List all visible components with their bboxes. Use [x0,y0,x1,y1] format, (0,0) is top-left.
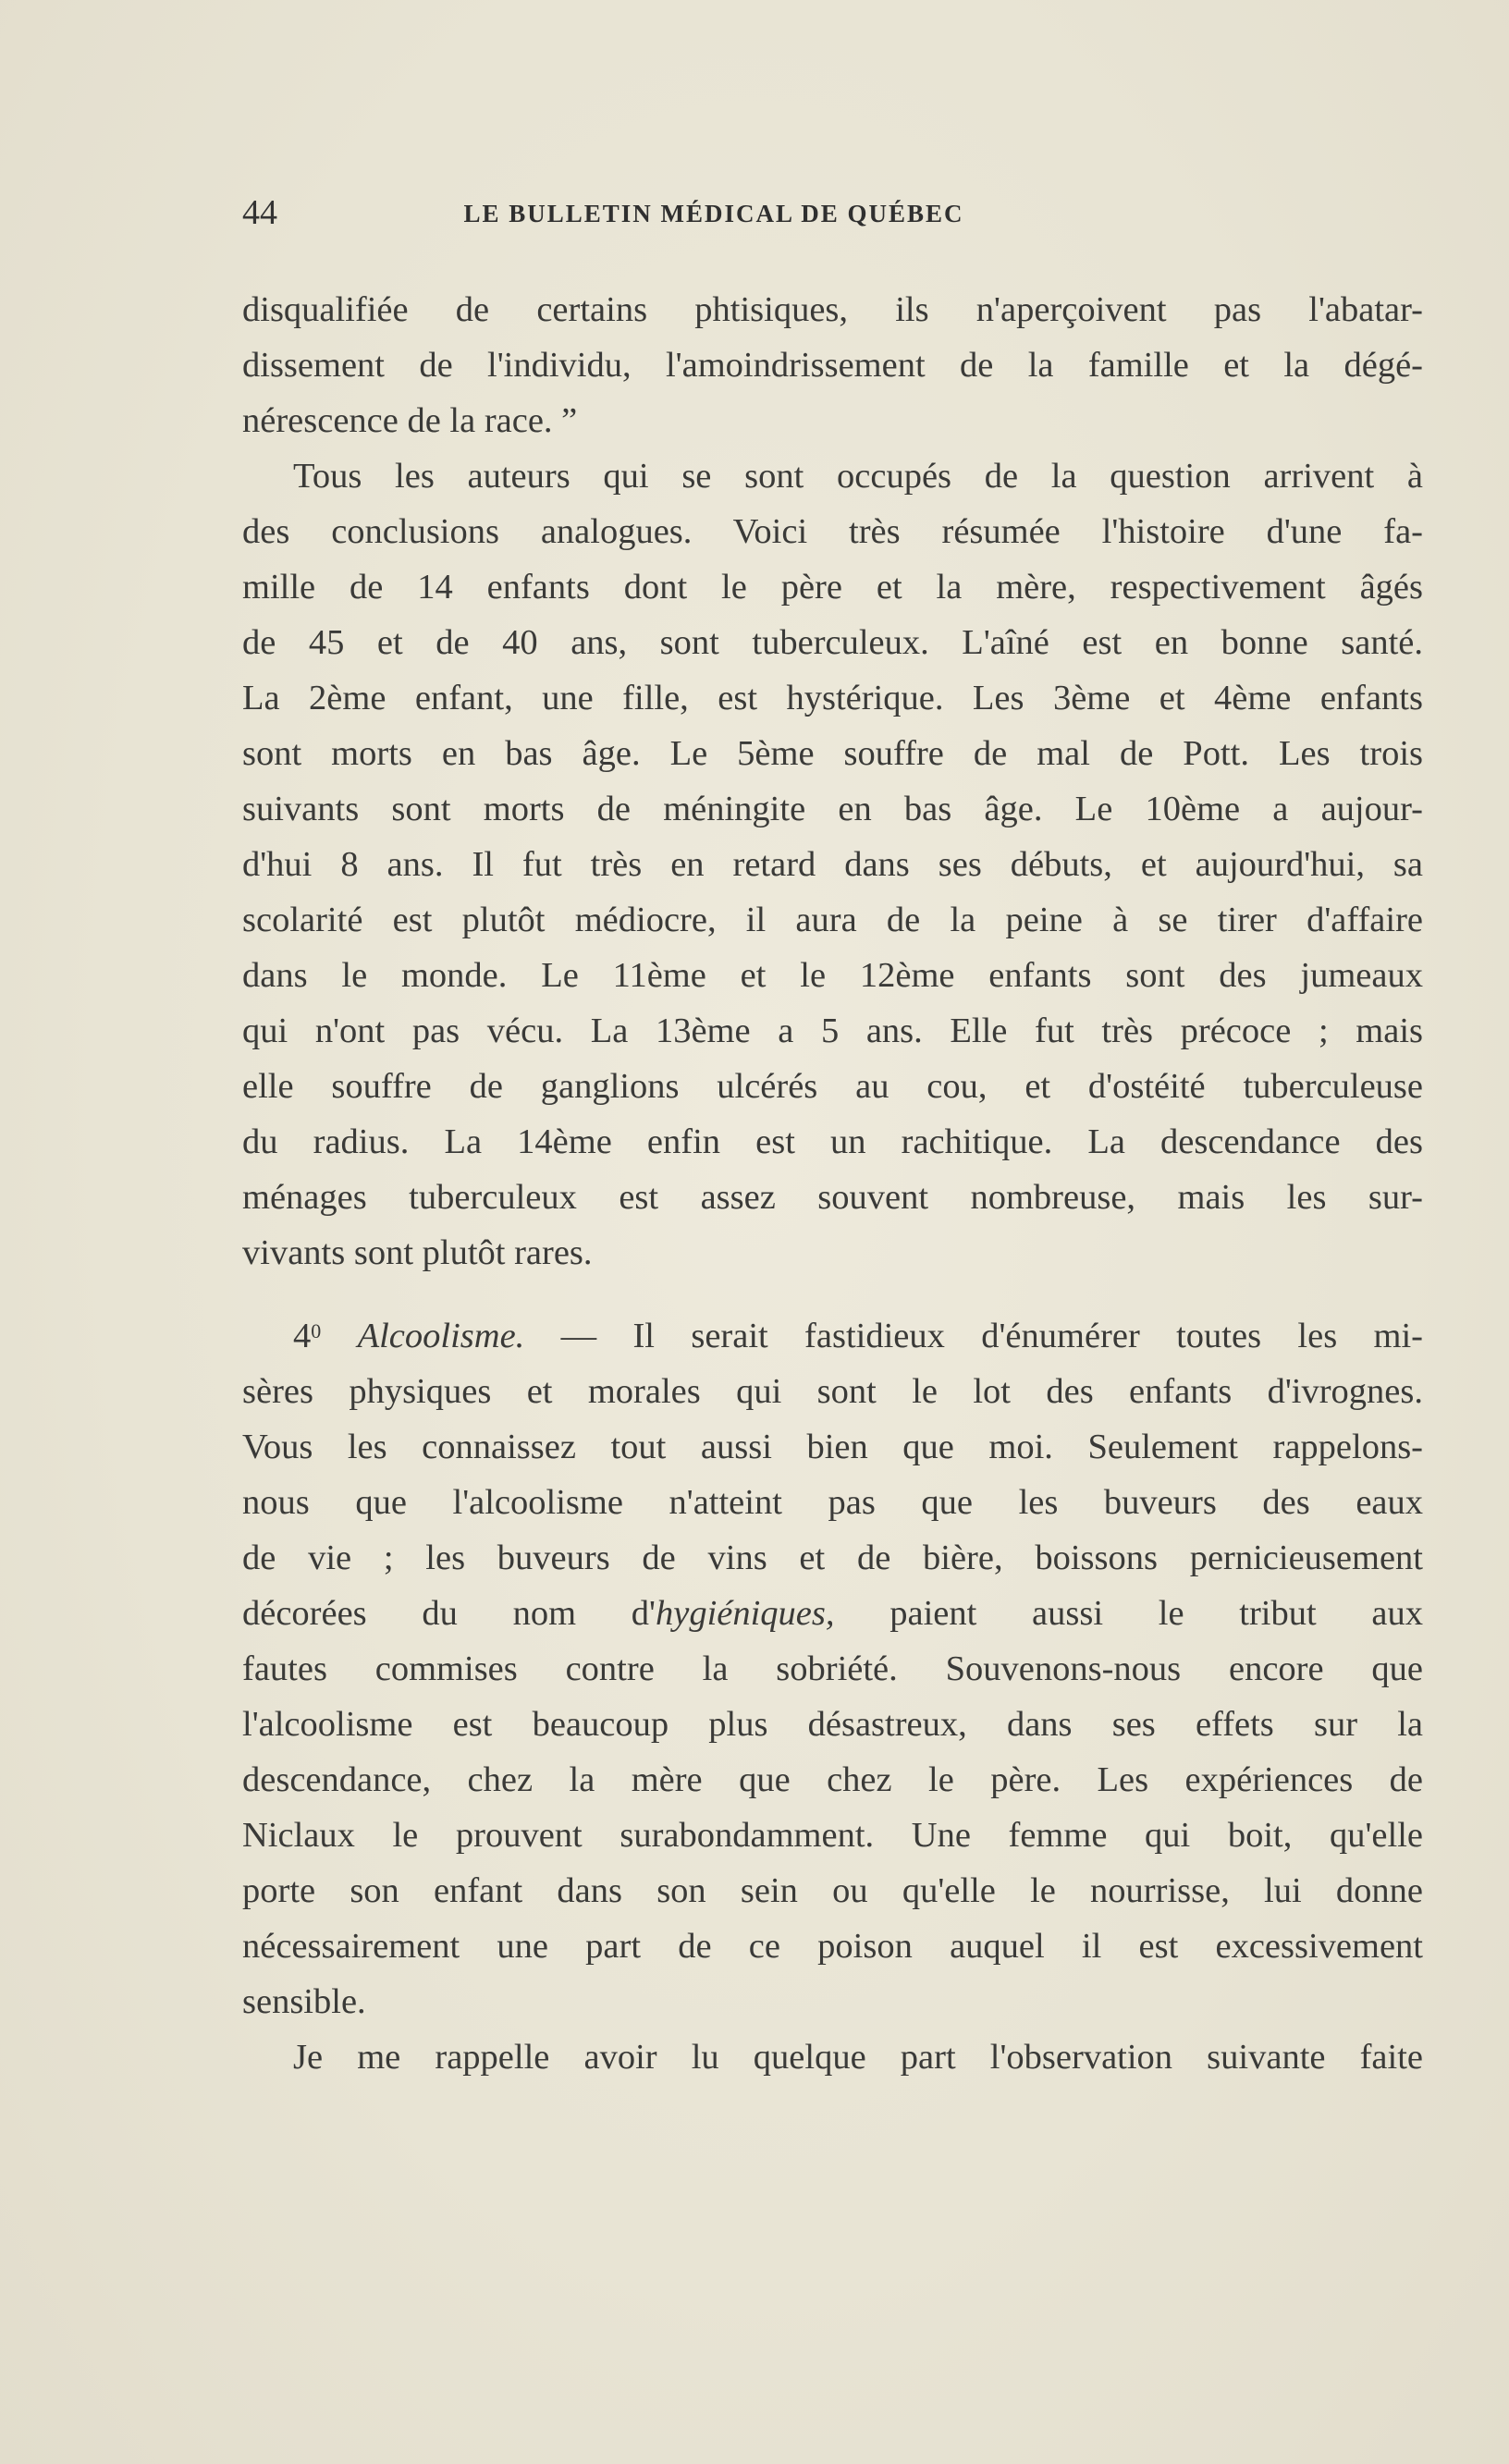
text-line-italic [242,1586,1423,1641]
text-line: des conclusions analogues. Voici très résumée l'histoire d'une fa- [242,512,1423,551]
text-line: sont morts en bas âge. Le 5ème souffre de mal de Pott. Les trois [242,734,1423,773]
body-text [242,282,1423,2085]
text-line: dans le monde. Le 11ème et le 12ème enfants sont des jumeaux [242,956,1423,995]
text-line: vivants sont plutôt rares. [242,1233,593,1272]
section-heading-line [242,1308,1423,1364]
text-line: sensible. [242,1982,366,2021]
line-after-italic: paient aussi le tribut aux [834,1594,1423,1633]
text-line: du radius. La 14ème enfin est un rachitique. La descendance des [242,1122,1423,1161]
text-line: ménages tuberculeux est assez souvent nombreuse, mais les sur- [242,1178,1423,1217]
text-line: disqualifiée de certains phtisiques, ils n'aperçoivent pas l'abatar- [242,290,1423,329]
line-before-italic: décorées du nom d' [242,1594,656,1633]
text-line: Tous les auteurs qui se sont occupés de la question arrivent à [293,457,1423,496]
page-header [242,192,1426,239]
italic-word: hygiéniques, [655,1594,835,1633]
text-line: nous que l'alcoolisme n'atteint pas que les buveurs des eaux [242,1483,1423,1522]
text-line: d'hui 8 ans. Il fut très en retard dans ses débuts, et aujourd'hui, sa [242,845,1423,884]
running-head: LE BULLETIN MÉDICAL DE QUÉBEC [463,200,964,227]
text-line: La 2ème enfant, une fille, est hystérique. Les 3ème et 4ème enfants [242,679,1423,717]
page-number: 44 [242,193,277,232]
text-line: elle souffre de ganglions ulcérés au cou, et d'ostéité tuberculeuse [242,1067,1423,1106]
text-line: Niclaux le prouvent surabondamment. Une femme qui boit, qu'elle [242,1816,1423,1855]
text-line: de vie ; les buveurs de vins et de bière, boissons pernicieusement [242,1538,1423,1577]
text-line: nécessairement une part de ce poison auquel il est excessivement [242,1927,1423,1966]
text-line: mille de 14 enfants dont le père et la mère, respectivement âgés [242,568,1423,607]
text-line: de 45 et de 40 ans, sont tuberculeux. L'aîné est en bonne santé. [242,623,1423,662]
text-line: Vous les connaissez tout aussi bien que moi. Seulement rappelons- [242,1428,1423,1466]
text-line: sères physiques et morales qui sont le lot des enfants d'ivrognes. [242,1372,1423,1411]
text-line: l'alcoolisme est beaucoup plus désastreux, dans ses effets sur la [242,1705,1423,1744]
section-gap [242,1281,1423,1308]
section-degree: 0 [311,1319,322,1342]
text-line: descendance, chez la mère que chez le père. Les expériences de [242,1760,1423,1799]
text-line: fautes commises contre la sobriété. Souvenons-nous encore que [242,1649,1423,1688]
text-line: qui n'ont pas vécu. La 13ème a 5 ans. Elle fut très précoce ; mais [242,1011,1423,1050]
text-line: suivants sont morts de méningite en bas âge. Le 10ème a aujour- [242,790,1423,828]
text-line: nérescence de la race. ” [242,401,578,440]
section-title: Alcoolisme. [357,1317,525,1355]
section-line-rest: — Il serait fastidieux d'énumérer toutes les mi- [524,1317,1423,1355]
section-number: 4 [293,1317,312,1355]
text-line: porte son enfant dans son sein ou qu'elle le nourrisse, lui donne [242,1871,1423,1910]
text-line: Je me rappelle avoir lu quelque part l'observation suivante faite [293,2038,1423,2077]
text-line: scolarité est plutôt médiocre, il aura de la peine à se tirer d'affaire [242,901,1423,939]
text-line: dissement de l'individu, l'amoindrissement de la famille et la dégé- [242,346,1423,385]
